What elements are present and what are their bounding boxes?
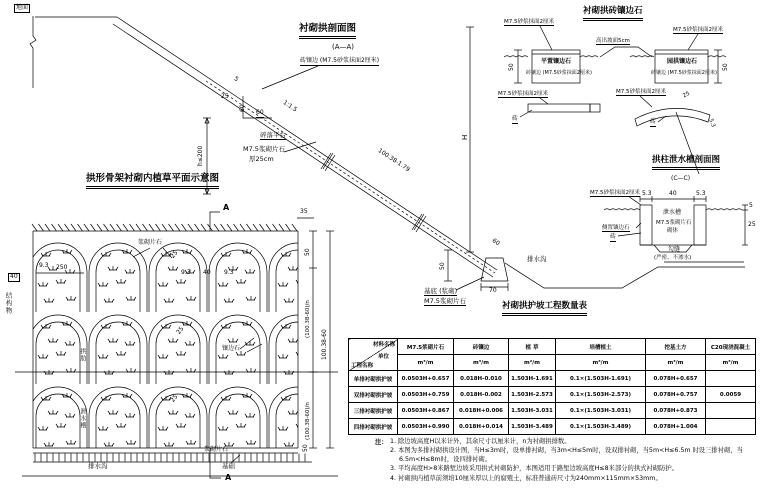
notes-block [390,437,758,483]
column-unit: m³/m [454,355,509,371]
row-cell: 0.0503H+0.759 [398,387,454,403]
notes-prefix: 注： [375,439,388,446]
edge-stone-lines [514,26,722,174]
es-arc-dim: 5.3 [707,118,716,129]
column-unit: m³/m [556,355,646,371]
cc-dim-right: 5.3 [696,190,706,197]
column-unit: m³/m [398,355,454,371]
cc-dim-left: 5.3 [642,190,652,197]
row-name: 双排衬砌拱护坡 [349,387,398,403]
column-header: 植 草 [509,339,556,355]
corner-mid: 单位 [377,354,389,360]
row-name: 单排衬砌拱护坡 [349,371,398,387]
row-cell [706,371,756,387]
row-cell: 0.1×(1.503H-1.691) [556,371,646,387]
row-cell: 0.0503H+0.657 [398,371,454,387]
aa-dim-60-horizontal: 60 [256,109,264,116]
table-corner-cell [349,339,398,371]
cc-channel-label: 泄水槽 [663,209,682,216]
plan-dim-250: 250 [56,264,68,271]
row-cell: 0.018H+0.006 [454,403,509,419]
cc-dim-5: 5 [749,202,753,209]
table-row [349,419,756,435]
aa-stone-thickness: 厚25cm [249,155,274,163]
note-item: 3. 平均高度H>8米路堑边坡采用拱式衬砌防护，本图适用于路堑边坡高度H≤8米部分的拱式衬砌防护。 [390,465,678,473]
row-cell: 0.0503H+0.990 [398,419,454,435]
aa-dim-25: 25 [221,93,229,100]
row-cell: 1.503H-3.031 [509,403,556,419]
es-flat-plaster-label: M7.5砂浆抹面2厘米 [498,91,548,97]
plan-dim-40-b: 40 [203,269,211,276]
es-arc-brick-label: 砖 [650,118,657,125]
plan-dim-25-c: 25 [169,393,180,404]
row-cell: 0.0503H+0.867 [398,403,454,419]
row-cell: 0.018H-0.010 [454,371,509,387]
es-above-slope-label: 高出坡面5cm [596,38,630,44]
table-row [349,387,756,403]
row-cell: 0.1×(1.503H-3.031) [556,403,646,419]
plan-row-formula-2: (100.38-60)/n [305,402,311,440]
row-cell: 0.018H-0.002 [454,387,509,403]
row-cell: 1.503H-1.691 [509,371,556,387]
plan-arches [29,243,327,448]
aa-subtitle: (A—A) [332,43,355,51]
row-cell [706,403,756,419]
row-name: 三排衬砌拱护坡 [349,403,398,419]
plan-structure-label: 结构物 [4,292,13,315]
aa-title: 衬砌拱剖面图 [299,24,356,39]
es-flat-name: 平置镶边石 [541,58,572,65]
es-flat-sub: 砖镶边 (M7.5砂浆抹面2厘米) [526,70,592,76]
row-cell: 0.0059 [706,387,756,403]
plan-masonry-bottom-label: 浆砌片石 [204,446,229,453]
note-item: 1. 除边坡高度H以米计外，其余尺寸以厘米计，n为衬砌拱排数。 [390,438,571,445]
row-cell [706,419,756,435]
aa-stone-label: M7.5浆砌片石 [243,145,285,153]
note-item: 2. 本图为多排衬砌拱设计图，当H≤3m时，设单排衬砌，当3m<H≤5m时，设双排衬砌，当5m<H≤6.5m 时设三排衬砌，当 6.5m<H≤8m时，设四排衬砌。 [390,447,743,464]
plan-drain-channel-label: 泄水槽 [78,408,86,429]
es-plaster-left-label: M7.5砂浆抹面2厘米 [504,19,554,25]
aa-ditch-label: 排水沟 [527,255,547,263]
plan-dim-9-3-c: 9.3 [224,269,234,276]
plan-edge-stone-label: 镶边石 [222,345,241,352]
plan-dim-50-bottom: 50 [302,444,309,452]
column-header: C20现浇混凝土 [706,339,756,355]
aa-slope-length: 100.38-1.79 [376,147,411,174]
column-header: 培槽植土 [556,339,646,355]
plan-section-marker-bottom: A [225,473,232,482]
cc-masonry-label: M7.5浆砌片石 [656,220,692,226]
es-arc-name: 园拱镶边石 [667,58,698,65]
row-cell: 0.078H+0.757 [646,387,706,403]
cc-joint-label: 勾缝 [668,246,681,253]
plan-total-dim: 100.38-60 [321,329,328,360]
cc-plaster-label: M7.5砂浆抹面2厘米 [590,190,640,196]
column-header: 挖基土方 [646,339,706,355]
row-cell: 0.078H+1.004 [646,419,706,435]
aa-dim-60-vertical: 60 [239,104,246,112]
plan-arch-rib-label: 拱肋 [78,348,86,362]
table-title: 衬砌拱护坡工程数量表 [502,302,587,316]
row-cell: 1.503H-2.573 [509,387,556,403]
corner-top: 材料名称 [372,342,395,348]
es-dim-50-left: 50 [508,63,515,71]
plan-foundation-label: 基础 [222,462,235,470]
column-unit: m²/m [509,355,556,371]
cc-edge-stone-label: 侧置镶边石 [602,225,630,231]
column-unit: m³/m [646,355,706,371]
row-cell: 0.078H+0.657 [646,371,706,387]
plan-section-marker-top: A [223,203,230,212]
edge-stone-title: 衬砌拱砖镶边石 [583,7,643,21]
plan-dim-25-b: 25 [175,325,186,336]
plan-dim-50-top: 50 [304,248,311,256]
cc-masonry2-label: 砌体 [667,228,679,234]
column-header: 砖镶边 [454,339,509,355]
es-dim-50-right: 50 [722,63,729,71]
row-name: 四排衬砌拱护坡 [349,419,398,435]
cc-dim-mid: 40 [669,190,677,197]
column-unit: m³/m [706,355,756,371]
cc-brick-label: 砖 [610,233,617,240]
plan-dim-25-a: 25 [169,249,180,260]
aa-dim-5: 5 [232,75,240,84]
row-cell: 1.503H-3.489 [509,419,556,435]
aa-brick-edge-label: 砖镶边 (M7.5砂浆抹面2厘米) [300,57,380,64]
quantity-table [348,338,756,435]
plan-dim-9-3-b: 9.3 [181,269,191,276]
note-item: 4. 衬砌拱内植草前须培10厘米厚以上的腐殖土，标准普通砖尺寸为240mm×115mm×53mm。 [390,474,662,482]
es-arc-radius: 25 [682,90,691,100]
es-flat-brick-label: 砖 [512,115,519,122]
aa-dim-50: 50 [439,262,446,270]
row-cell: 0.018H+0.014 [454,419,509,435]
es-arc-plaster-label: M7.5砂浆抹面2厘米 [616,89,666,95]
aa-platform-label: 碎落平台 [260,131,286,139]
table-row [349,403,756,419]
aa-dim-70: 70 [489,287,497,294]
aa-base-label: 基底 (浆砌) [424,287,458,295]
column-header: M7.5浆砌片石 [398,339,454,355]
row-cell: 0.078H+0.873 [646,403,706,419]
plan-row-formula-1: (100.38-60)/n [305,300,311,338]
aa-ground-label: 地面 [16,4,29,11]
cc-title: 拱柱泄水槽剖面图 [652,156,720,170]
aa-slope-ratio: 1:1.5 [281,99,299,114]
cc-subtitle: (C—C) [671,175,691,182]
aa-dim-60-slope: 60 [490,237,501,248]
corner-bottom: 工程名称 [351,363,374,369]
row-cell: 0.1×(1.503H-2.573) [556,387,646,403]
es-plaster-right-label: M7.5砂浆抹面2厘米 [673,27,723,33]
plan-dim-40-a: 40 [10,273,18,280]
cc-joint-note: (严密、不渗水) [654,255,692,261]
plan-title: 拱形骨架衬砌内植草平面示意图 [86,174,219,189]
aa-height-symbol: H [461,134,469,140]
plan-ditch-label: 排水沟 [88,462,108,470]
es-arc-sub: 砖镶边 (M7.5砂浆抹面2厘米) [651,70,717,76]
plan-dim-9-3-a: 9.3 [39,262,49,269]
plan-dim-35: 35 [300,208,308,215]
row-cell: 0.1×(1.503H-3.489) [556,419,646,435]
cc-dim-25: 25 [748,221,756,228]
plan-masonry-top-label: 浆砌片石 [138,239,163,246]
table-row [349,371,756,387]
aa-base-stone-label: M7.5浆砌片石 [424,297,466,305]
aa-h-dim: h≤200 [197,145,204,166]
